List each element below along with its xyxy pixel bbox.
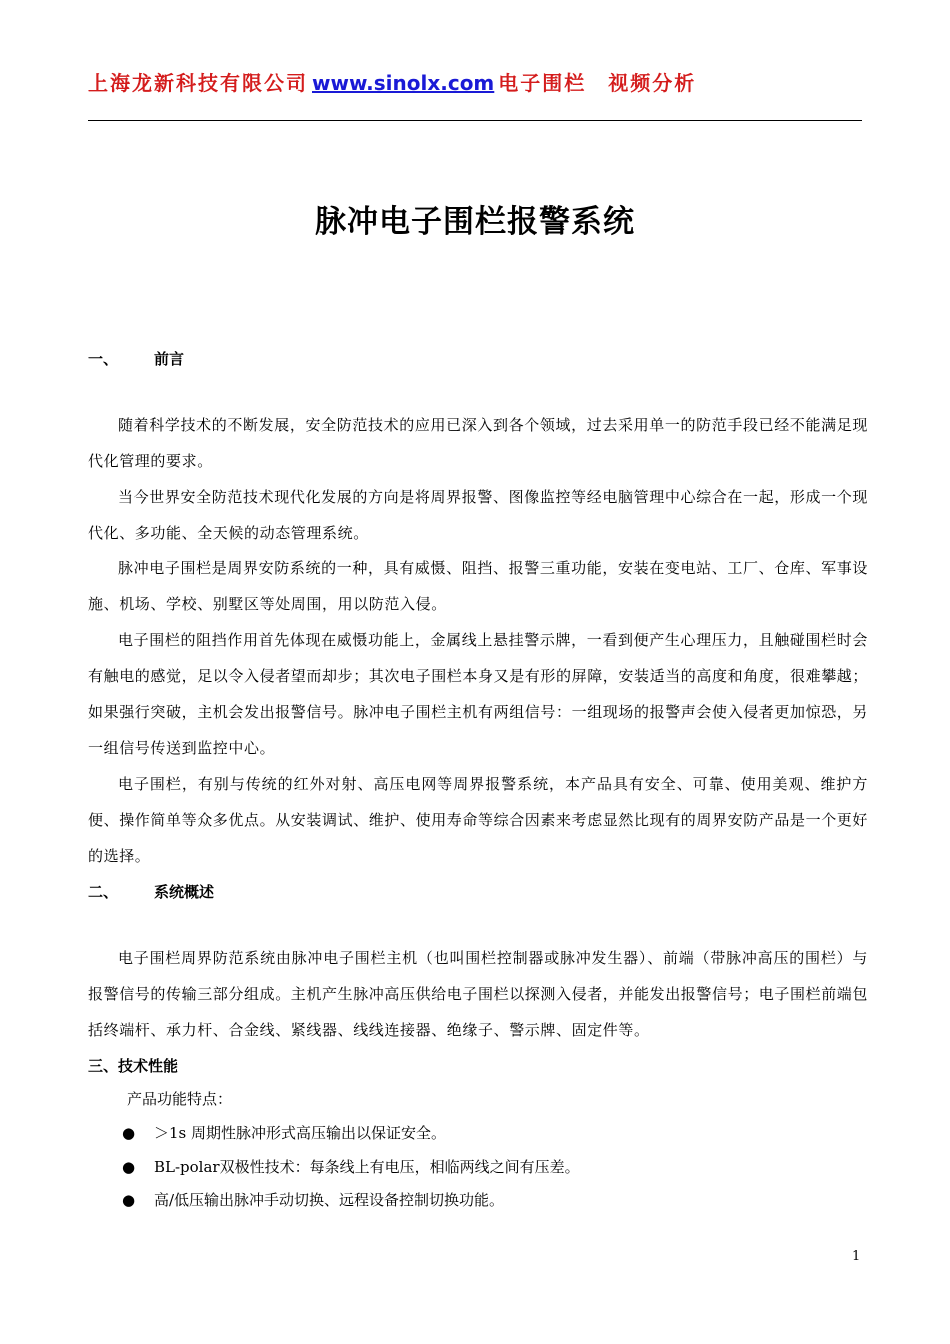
section-2-heading bbox=[88, 880, 214, 904]
section-2-number: 二、 bbox=[88, 883, 119, 901]
list-item-text: 高/低压输出脉冲手动切换、远程设备控制切换功能。 bbox=[154, 1191, 505, 1209]
paragraph: 电子围栏，有别与传统的红外对射、高压电网等周界报警系统，本产品具有安全、可靠、使用美观、维护方便、操作简单等众多优点。从安装调试、维护、使用寿命等综合因素来考虑显然比现有的周界安防产品是一个更好的选择。 bbox=[88, 775, 869, 865]
list-item bbox=[122, 1188, 504, 1212]
paragraph: 电子围栏的阻挡作用首先体现在威慑功能上，金属线上悬挂警示牌，一看到便产生心理压力，且触碰围栏时会有触电的感觉，足以令入侵者望而却步；其次电子围栏本身又是有形的屏障，安装适当的高度和角度，很难攀越；如果强行突破，主机会发出报警信号。脉冲电子围栏主机有两组信号：一组现场的报警声会使入侵者更加惊恐，另一组信号传送到监控中心。 bbox=[88, 631, 869, 757]
bullet-icon: ● bbox=[122, 1124, 136, 1142]
list-item-text: BL-polar双极性技术：每条线上有电压，相临两线之间有压差。 bbox=[154, 1158, 580, 1176]
section-1-title: 前言 bbox=[154, 350, 185, 368]
company-name: 上海龙新科技有限公司 bbox=[88, 71, 308, 95]
bullet-icon: ● bbox=[122, 1158, 136, 1176]
page-number: 1 bbox=[852, 1249, 861, 1264]
website-link[interactable]: www.sinolx.com bbox=[312, 71, 495, 95]
list-item bbox=[122, 1121, 446, 1145]
paragraph: 当今世界安全防范技术现代化发展的方向是将周界报警、图像监控等经电脑管理中心综合在一起，形成一个现代化、多功能、全天候的动态管理系统。 bbox=[88, 488, 868, 542]
paragraph: 随着科学技术的不断发展，安全防范技术的应用已深入到各个领域，过去采用单一的防范手段已经不能满足现代化管理的要求。 bbox=[88, 416, 868, 470]
section-1-heading bbox=[88, 347, 184, 371]
bullet-icon: ● bbox=[122, 1191, 136, 1209]
document-title: 脉冲电子围栏报警系统 bbox=[315, 204, 635, 240]
section-1-number: 一、 bbox=[88, 350, 119, 368]
paragraph: 电子围栏周界防范系统由脉冲电子围栏主机（也叫围栏控制器或脉冲发生器）、前端（带脉冲高压的围栏）与报警信号的传输三部分组成。主机产生脉冲高压供给电子围栏以探测入侵者，并能发出报警信号；电子围栏前端包括终端杆、承力杆、合金线、紧线器、线线连接器、绝缘子、警示牌、固定件等。 bbox=[88, 949, 869, 1039]
header-topic: 视频分析 bbox=[608, 71, 697, 95]
page-header bbox=[88, 66, 696, 100]
paragraph: 脉冲电子围栏是周界安防系统的一种，具有威慑、阻挡、报警三重功能，安装在变电站、工厂、仓库、军事设施、机场、学校、别墅区等处周围，用以防范入侵。 bbox=[88, 559, 868, 613]
section-2-title: 系统概述 bbox=[154, 883, 215, 901]
list-item-text: ＞1s 周期性脉冲形式高压输出以保证安全。 bbox=[154, 1124, 447, 1142]
header-rule bbox=[88, 120, 862, 121]
header-product: 电子围栏 bbox=[498, 71, 587, 95]
features-intro: 产品功能特点： bbox=[127, 1090, 233, 1108]
list-item bbox=[122, 1155, 580, 1179]
section-3-heading: 三、技术性能 bbox=[88, 1057, 179, 1075]
